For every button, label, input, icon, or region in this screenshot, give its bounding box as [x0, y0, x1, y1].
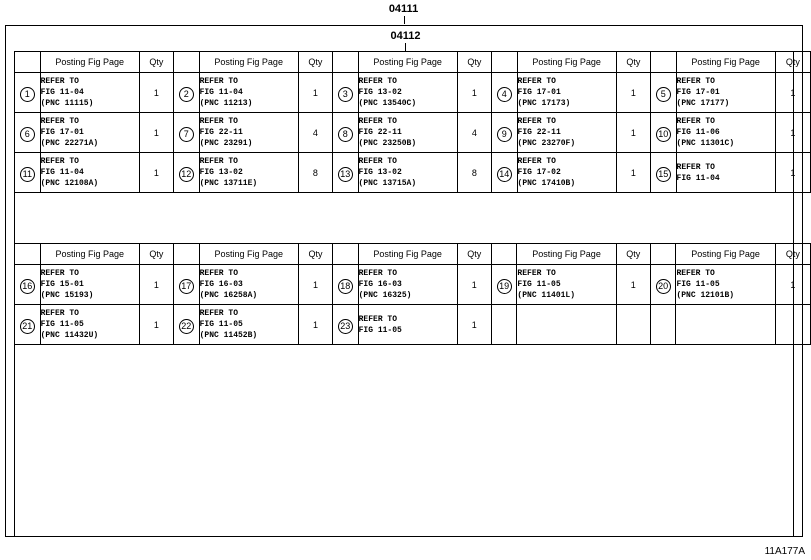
leader-line-inner: [405, 43, 406, 51]
item-number-cell: [491, 305, 517, 345]
reference-line-1: REFER TO: [199, 157, 238, 166]
reference-pnc: (PNC 13540C): [358, 99, 417, 108]
reference-cell: [517, 305, 616, 345]
header-num-cell: [650, 244, 676, 265]
item-number-cell: [333, 265, 359, 305]
reference-line-2: FIG 16-03: [199, 280, 243, 289]
leader-line-outer: [404, 16, 405, 24]
header-num-cell: [173, 52, 199, 73]
item-number-cell: [650, 305, 676, 345]
reference-cell: [358, 265, 457, 305]
reference-line-1: REFER TO: [199, 269, 238, 278]
header-qty: Qty: [139, 244, 173, 265]
reference-line-2: FIG 11-04: [199, 88, 243, 97]
reference-line-2: FIG 22-11: [517, 128, 561, 137]
item-number-circle: 18: [338, 279, 353, 294]
reference-cell: [199, 73, 298, 113]
item-number-circle: 8: [338, 127, 353, 142]
item-number-circle: 20: [656, 279, 671, 294]
header-posting-fig-page: Posting Fig Page: [517, 52, 616, 73]
item-number-circle: 5: [656, 87, 671, 102]
item-number-cell: [332, 153, 358, 193]
table-row: [15, 305, 811, 345]
item-number-cell: [491, 73, 517, 113]
item-number-cell: [15, 73, 41, 113]
item-number-cell: [173, 113, 199, 153]
reference-line-1: REFER TO: [676, 77, 715, 86]
qty-cell: 4: [457, 113, 491, 153]
reference-cell: [517, 73, 616, 113]
qty-cell: 1: [457, 73, 491, 113]
reference-cell: [517, 265, 616, 305]
reference-line-2: FIG 13-02: [358, 168, 402, 177]
reference-line-2: FIG 17-01: [676, 88, 720, 97]
reference-cell: [40, 265, 139, 305]
qty-cell: 1: [298, 265, 332, 305]
reference-cell: [40, 113, 139, 153]
item-number-cell: [15, 153, 41, 193]
item-number-circle: 14: [497, 167, 512, 182]
item-number-cell: [174, 305, 200, 345]
reference-pnc: (PNC 11213): [199, 99, 253, 108]
illustration-code: 11A177A: [764, 546, 805, 557]
reference-line-2: FIG 17-01: [40, 128, 84, 137]
item-number-cell: [15, 305, 41, 345]
reference-pnc: (PNC 16258A): [199, 291, 258, 300]
reference-pnc: (PNC 22271A): [40, 139, 99, 148]
header-num-cell: [15, 244, 41, 265]
reference-line-1: REFER TO: [40, 117, 79, 126]
reference-line-1: REFER TO: [199, 117, 238, 126]
header-posting-fig-page: Posting Fig Page: [676, 244, 775, 265]
header-posting-fig-page: Posting Fig Page: [199, 244, 298, 265]
item-number-cell: [650, 153, 676, 193]
item-number-cell: [15, 113, 41, 153]
item-number-cell: [333, 305, 359, 345]
reference-line-2: FIG 11-05: [40, 320, 84, 329]
qty-cell: 1: [775, 113, 810, 153]
header-num-cell: [491, 52, 517, 73]
qty-cell: 1: [298, 305, 332, 345]
reference-pnc: (PNC 23250B): [358, 139, 417, 148]
qty-cell: 1: [139, 305, 173, 345]
reference-pnc: (PNC 11301C): [676, 139, 735, 148]
reference-line-2: FIG 15-01: [40, 280, 84, 289]
qty-cell: 8: [457, 153, 491, 193]
item-number-circle: 13: [338, 167, 353, 182]
reference-line-2: FIG 11-05: [517, 280, 561, 289]
item-number-circle: 16: [20, 279, 35, 294]
item-number-circle: 9: [497, 127, 512, 142]
header-num-cell: [333, 244, 359, 265]
item-number-circle: 19: [497, 279, 512, 294]
reference-pnc: (PNC 17177): [676, 99, 730, 108]
item-number-cell: [174, 265, 200, 305]
reference-cell: [199, 113, 298, 153]
table-row: [15, 153, 811, 193]
header-qty: Qty: [775, 52, 810, 73]
reference-line-1: REFER TO: [517, 157, 556, 166]
header-qty: Qty: [139, 52, 173, 73]
item-number-cell: [173, 73, 199, 113]
reference-pnc: (PNC 11115): [40, 99, 94, 108]
qty-cell: 1: [775, 265, 810, 305]
reference-cell: [40, 153, 139, 193]
qty-cell: 1: [457, 305, 491, 345]
header-posting-fig-page: Posting Fig Page: [676, 52, 775, 73]
reference-pnc: (PNC 11432U): [40, 331, 99, 340]
reference-cell: [40, 73, 139, 113]
reference-cell: [358, 153, 457, 193]
header-posting-fig-page: Posting Fig Page: [358, 244, 457, 265]
item-number-cell: [332, 113, 358, 153]
qty-cell: 1: [139, 265, 173, 305]
reference-pnc: (PNC 17410B): [517, 179, 576, 188]
reference-line-2: FIG 16-03: [358, 280, 402, 289]
assembly-number-inner: 04112: [390, 30, 421, 42]
reference-pnc: (PNC 15193): [40, 291, 94, 300]
reference-line-1: REFER TO: [358, 117, 397, 126]
reference-cell: [358, 305, 457, 345]
qty-cell: 1: [139, 113, 173, 153]
header-posting-fig-page: Posting Fig Page: [517, 244, 616, 265]
reference-line-2: FIG 17-01: [517, 88, 561, 97]
qty-cell: 1: [139, 73, 173, 113]
reference-line-1: REFER TO: [40, 77, 79, 86]
item-number-circle: 23: [338, 319, 353, 334]
item-number-cell: [650, 265, 676, 305]
table-row: [15, 113, 811, 153]
reference-line-1: REFER TO: [358, 314, 398, 324]
header-num-cell: [650, 52, 676, 73]
qty-cell: [775, 305, 810, 345]
reference-cell: [517, 153, 616, 193]
item-number-circle: 3: [338, 87, 353, 102]
header-qty: Qty: [457, 244, 491, 265]
item-number-circle: 7: [179, 127, 194, 142]
reference-line-1: REFER TO: [358, 157, 397, 166]
reference-line-1: REFER TO: [199, 309, 238, 318]
header-num-cell: [174, 244, 200, 265]
reference-cell: [676, 73, 775, 113]
reference-line-1: REFER TO: [517, 77, 556, 86]
qty-cell: 4: [298, 113, 332, 153]
reference-line-1: REFER TO: [517, 117, 556, 126]
qty-cell: 1: [298, 73, 332, 113]
header-posting-fig-page: Posting Fig Page: [40, 244, 139, 265]
reference-pnc: (PNC 12101B): [676, 291, 735, 300]
item-number-cell: [650, 113, 676, 153]
item-number-circle: 12: [179, 167, 194, 182]
reference-cell: [199, 265, 298, 305]
reference-table-2: [14, 243, 811, 345]
table-row: [15, 265, 811, 305]
reference-cell: [40, 305, 139, 345]
reference-line-1: REFER TO: [40, 269, 79, 278]
table-row: [15, 73, 811, 113]
reference-line-1: REFER TO: [358, 269, 398, 278]
reference-cell: [358, 113, 457, 153]
reference-line-2: FIG 17-02: [517, 168, 561, 177]
reference-line-1: REFER TO: [40, 309, 79, 318]
reference-line-1: REFER TO: [358, 77, 397, 86]
reference-pnc: (PNC 23270F): [517, 139, 576, 148]
item-number-circle: 1: [20, 87, 35, 102]
reference-cell: [676, 153, 775, 193]
item-number-cell: [173, 153, 199, 193]
header-qty: Qty: [457, 52, 491, 73]
reference-pnc: (PNC 16325): [358, 291, 412, 300]
item-number-circle: 11: [20, 167, 35, 182]
reference-cell: [676, 305, 775, 345]
reference-cell: [358, 73, 457, 113]
header-num-cell: [491, 244, 517, 265]
item-number-cell: [332, 73, 358, 113]
item-number-circle: 2: [179, 87, 194, 102]
reference-pnc: (PNC 11401L): [517, 291, 576, 300]
qty-cell: 1: [775, 153, 810, 193]
reference-cell: [517, 113, 616, 153]
header-num-cell: [15, 52, 41, 73]
reference-line-1: REFER TO: [199, 77, 238, 86]
reference-line-2: FIG 22-11: [199, 128, 243, 137]
qty-cell: 8: [298, 153, 332, 193]
header-posting-fig-page: Posting Fig Page: [199, 52, 298, 73]
qty-cell: 1: [139, 153, 173, 193]
qty-cell: [616, 305, 650, 345]
item-number-cell: [491, 265, 517, 305]
reference-line-2: FIG 11-06: [676, 128, 720, 137]
reference-line-2: FIG 11-05: [199, 320, 243, 329]
reference-pnc: (PNC 23291): [199, 139, 253, 148]
item-number-circle: 22: [179, 319, 194, 334]
reference-table-1: [14, 51, 811, 193]
item-number-circle: 17: [179, 279, 194, 294]
reference-cell: [199, 153, 298, 193]
reference-line-1: REFER TO: [40, 157, 79, 166]
reference-cell: [199, 305, 298, 345]
item-number-circle: 4: [497, 87, 512, 102]
qty-cell: 1: [457, 265, 491, 305]
qty-cell: 1: [616, 73, 650, 113]
item-number-circle: 15: [656, 167, 671, 182]
reference-line-2: FIG 22-11: [358, 128, 402, 137]
header-posting-fig-page: Posting Fig Page: [40, 52, 139, 73]
item-number-circle: 6: [20, 127, 35, 142]
reference-line-2: FIG 11-05: [676, 280, 720, 289]
item-number-cell: [491, 113, 517, 153]
header-posting-fig-page: Posting Fig Page: [358, 52, 457, 73]
reference-line-1: REFER TO: [517, 269, 556, 278]
reference-pnc: (PNC 13715A): [358, 179, 417, 188]
reference-cell: [676, 113, 775, 153]
item-number-cell: [650, 73, 676, 113]
qty-cell: 1: [775, 73, 810, 113]
header-qty: Qty: [616, 52, 650, 73]
qty-cell: 1: [616, 153, 650, 193]
reference-line-1: REFER TO: [676, 117, 715, 126]
reference-line-1: REFER TO: [676, 269, 715, 278]
reference-line-2: FIG 13-02: [358, 88, 402, 97]
reference-line-2: FIG 11-05: [358, 325, 402, 335]
reference-line-2: FIG 11-04: [40, 168, 84, 177]
item-number-circle: 21: [20, 319, 35, 334]
reference-pnc: (PNC 13711E): [199, 179, 258, 188]
qty-cell: 1: [616, 265, 650, 305]
item-number-cell: [491, 153, 517, 193]
reference-pnc: (PNC 17173): [517, 99, 571, 108]
reference-line-1: REFER TO: [676, 162, 715, 172]
reference-line-2: FIG 13-02: [199, 168, 243, 177]
reference-pnc: (PNC 12108A): [40, 179, 99, 188]
header-qty: Qty: [616, 244, 650, 265]
qty-cell: 1: [616, 113, 650, 153]
reference-line-2: FIG 11-04: [40, 88, 84, 97]
header-qty: Qty: [298, 52, 332, 73]
header-row: [15, 52, 811, 73]
item-number-cell: [15, 265, 41, 305]
header-row: [15, 244, 811, 265]
assembly-number-outer: 04111: [388, 3, 419, 15]
reference-line-2: FIG 11-04: [676, 173, 720, 183]
reference-pnc: (PNC 11452B): [199, 331, 258, 340]
header-num-cell: [332, 52, 358, 73]
item-number-circle: 10: [656, 127, 671, 142]
header-qty: Qty: [298, 244, 332, 265]
header-qty: Qty: [775, 244, 810, 265]
reference-cell: [676, 265, 775, 305]
